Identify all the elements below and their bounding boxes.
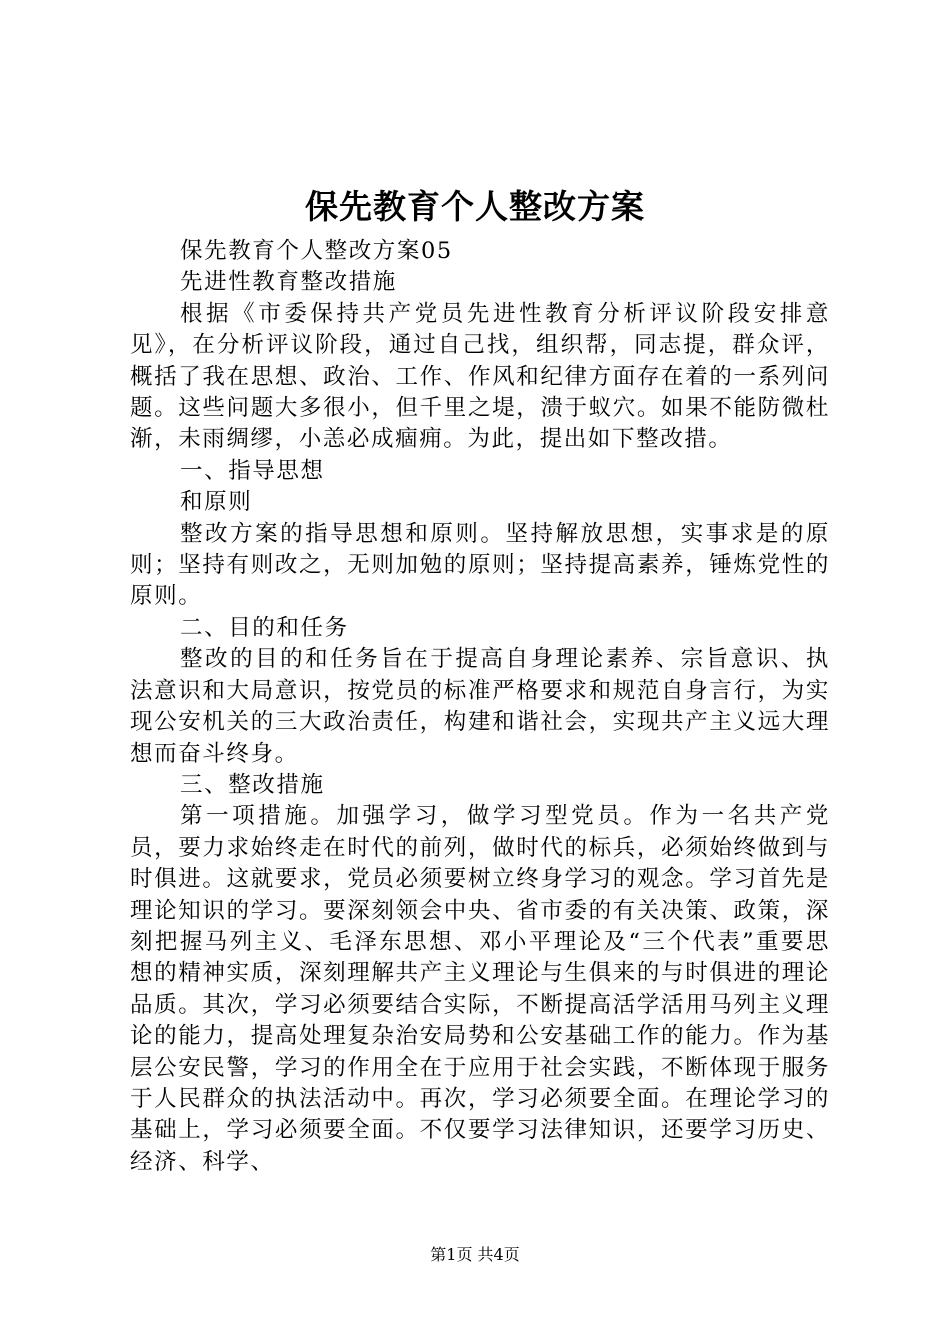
paragraph-section-heading: 先进性教育整改措施: [180, 269, 397, 296]
heading-goals: 二、目的和任务: [180, 614, 349, 641]
paragraph-subtitle: 保先教育个人整改方案05: [180, 238, 453, 264]
heading-measures: 三、整改措施: [180, 771, 325, 798]
paragraph-intro: 根据《市委保持共产党员先进性教育分析评议阶段安排意见》，在分析评议阶段，通过自己找，组织帮，同志提，群众评，概括了我在思想、政治、工作、作风和纪律方面存在着的一系列问题。这些问题大多很小，但千里之堤，溃于蚁穴。如果不能防微杜渐，未雨绸缪，小恙必成痼痈。为此，提出如下整改措。: [130, 300, 830, 453]
page-footer: 第1页 共4页: [430, 1245, 520, 1264]
paragraph-goals: 整改的目的和任务旨在于提高自身理论素养、宗旨意识、执法意识和大局意识，按党员的标准严格要求和规范自身言行，为实现公安机关的三大政治责任，构建和谐社会，实现共产主义远大理想而奋斗终身。: [130, 646, 830, 767]
document-body: [130, 236, 830, 1178]
paragraph-measure-one: 第一项措施。加强学习，做学习型党员。作为一名共产党员，要力求始终走在时代的前列，做时代的标兵，必须始终做到与时俱进。这就要求，党员必须要树立终身学习的观念。学习首先是理论知识的学习。要深刻领会中央、省市委的有关决策、政策，深刻把握马列主义、毛泽东思想、邓小平理论及“三个代表”重要思想的精神实质，深刻理解共产主义理论与生俱来的与时俱进的理论品质。其次，学习必须要结合实际，不断提高活学活用马列主义理论的能力，提高处理复杂治安局势和公安基础工作的能力。作为基层公安民警，学习的作用全在于应用于社会实践，不断体现于服务于人民群众的执法活动中。再次，学习必须要全面。在理论学习的基础上，学习必须要全面。不仅要学习法律知识，还要学习历史、经济、科学、: [130, 803, 830, 1175]
heading-guiding-ideology: 一、指导思想: [180, 457, 325, 484]
heading-principles: 和原则: [180, 489, 253, 516]
document-title: 保先教育个人整改方案: [305, 187, 645, 226]
paragraph-principles: 整改方案的指导思想和原则。坚持解放思想，实事求是的原则；坚持有则改之，无则加勉的原则；坚持提高素养，锤炼党性的原则。: [130, 520, 830, 610]
